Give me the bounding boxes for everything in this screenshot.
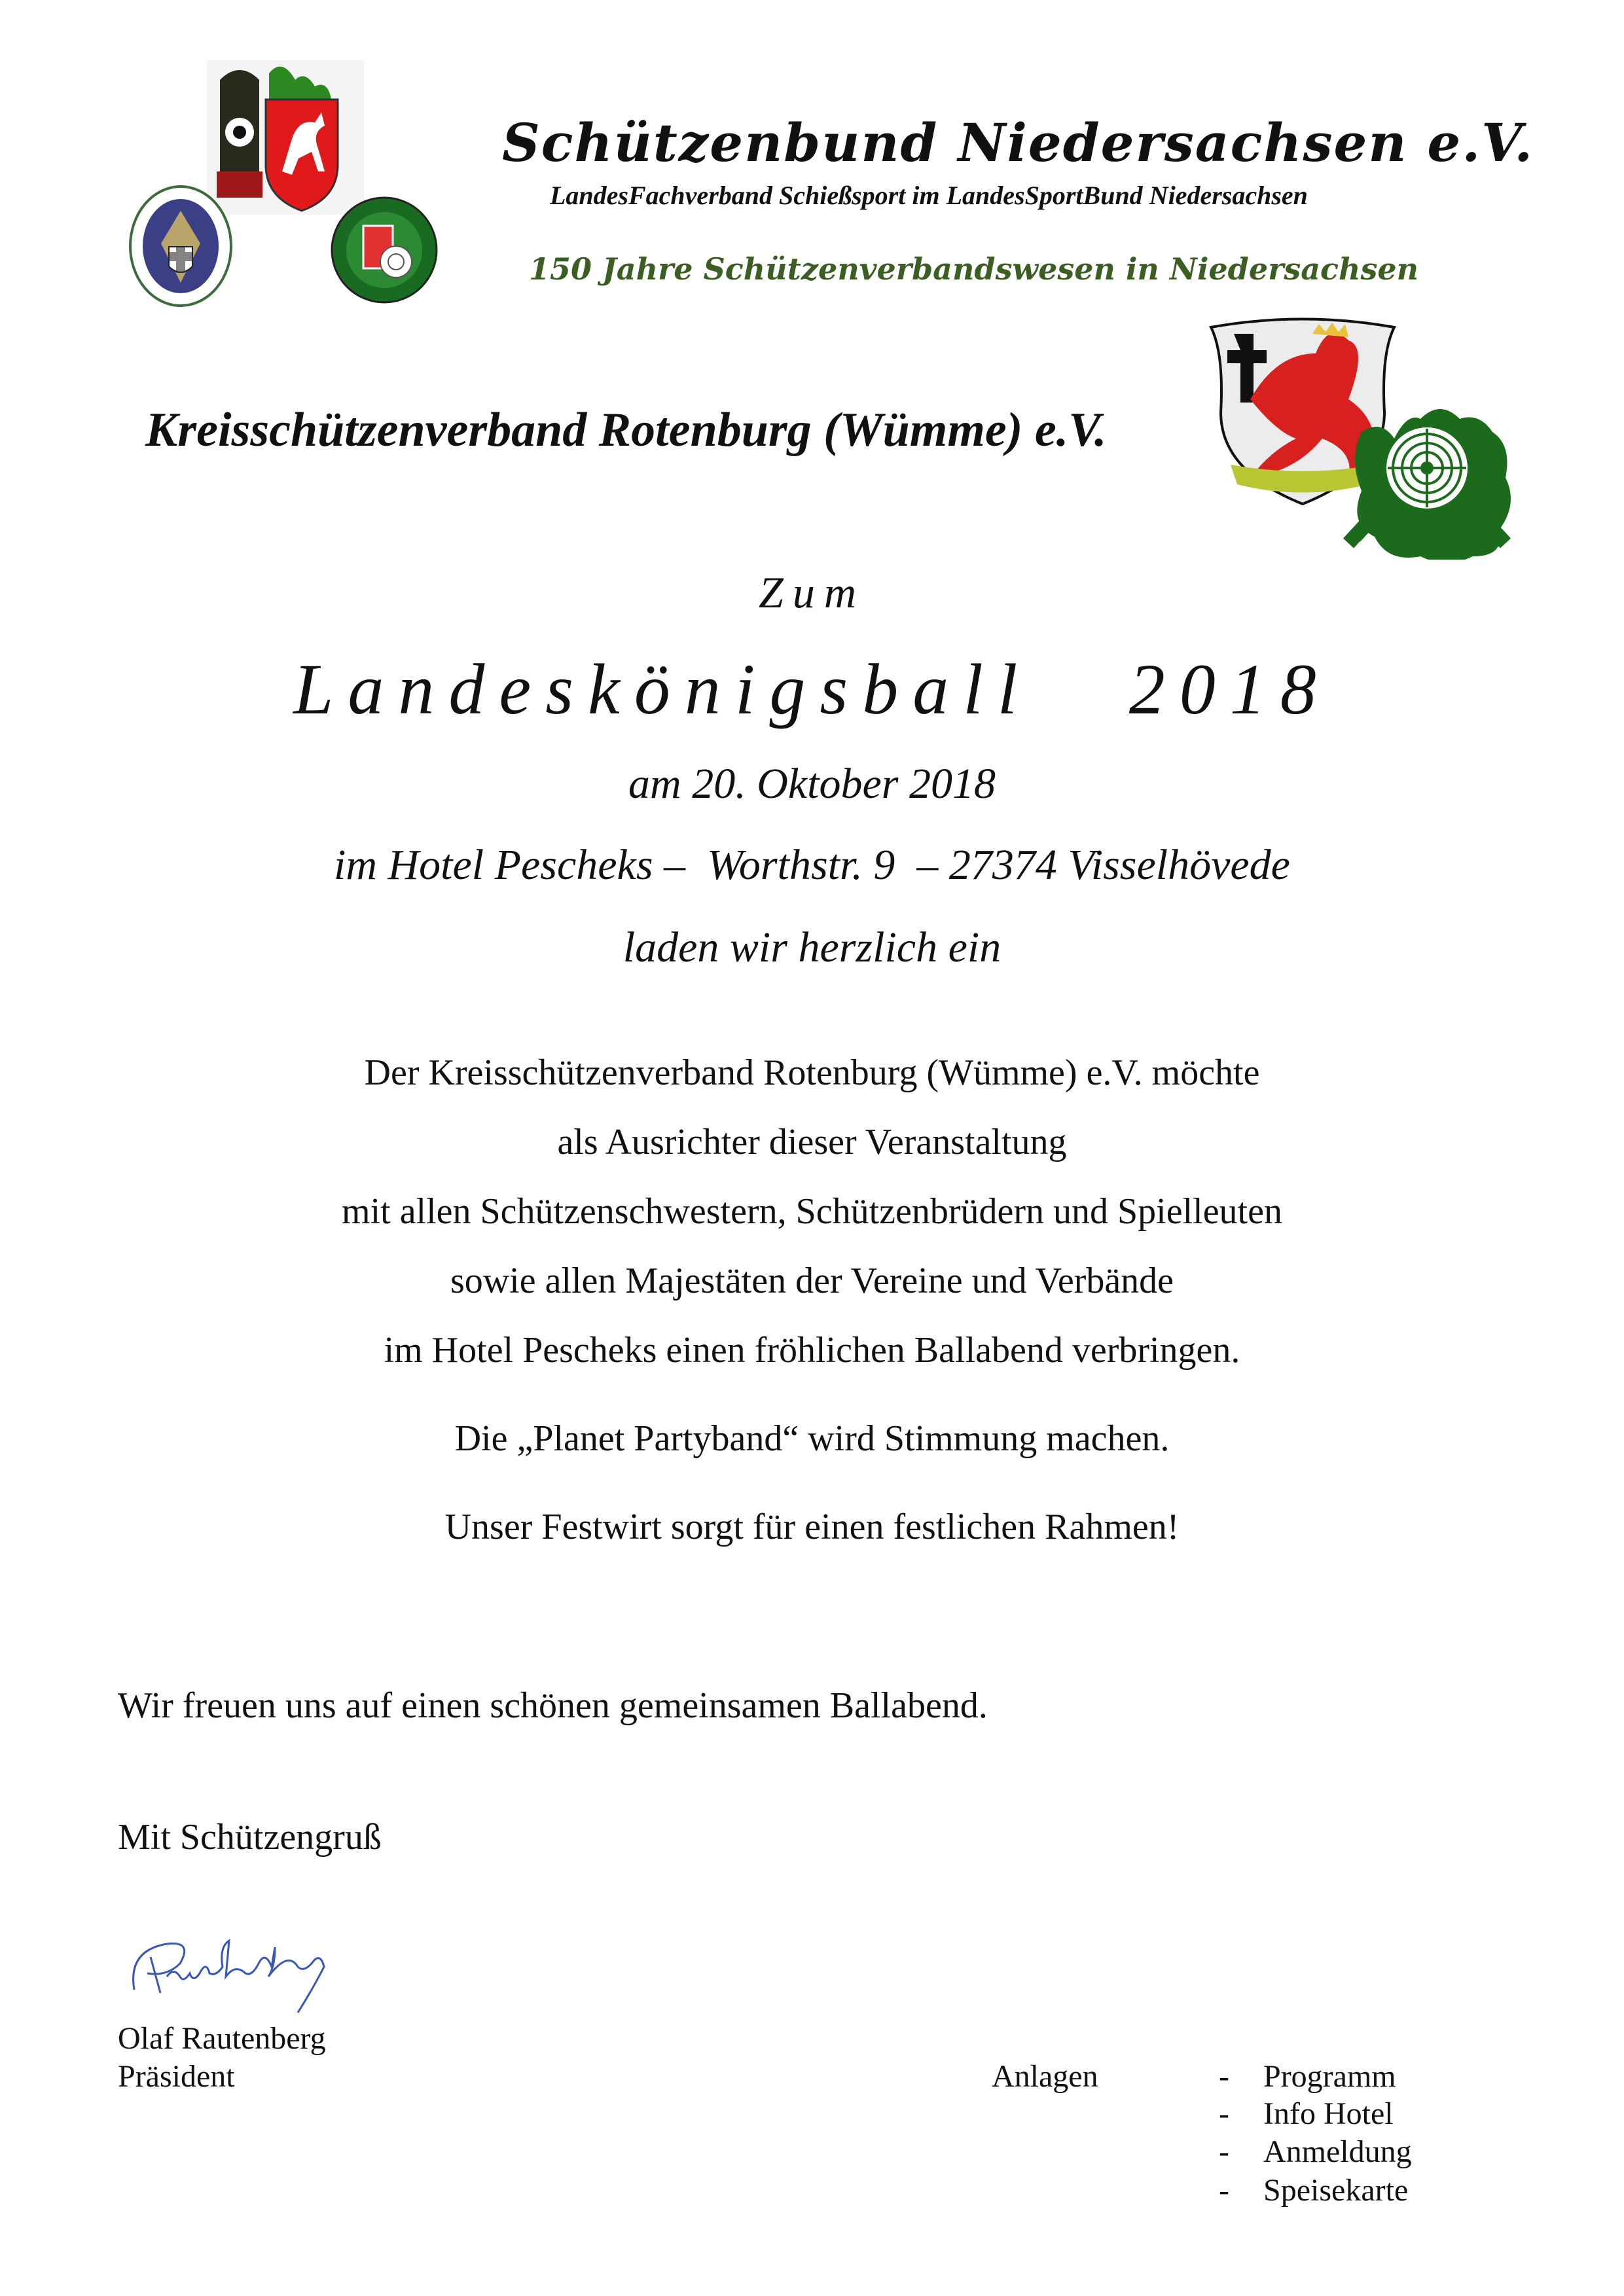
body-line: Die „Planet Partyband“ wird Stimmung machen.	[454, 1418, 1170, 1459]
event-date: am 20. Oktober 2018	[628, 760, 996, 808]
anniversary-line: 150 Jahre Schützenverbandswesen in Niedersachsen	[529, 251, 1419, 287]
body-line: mit allen Schützenschwestern, Schützenbrüdern und Spielleuten	[342, 1191, 1282, 1232]
body-line: Der Kreisschützenverband Rotenburg (Wümme) e.V. möchte	[364, 1052, 1260, 1093]
invitation-line: laden wir herzlich ein	[623, 924, 1001, 971]
event-title: Landeskönigsball 2018	[293, 649, 1331, 729]
handwritten-signature	[121, 1937, 357, 2019]
federation-title: Schützenbund Niedersachsen e.V.	[502, 112, 1534, 173]
body-line: sowie allen Majestäten der Vereine und Verbände	[450, 1261, 1174, 1301]
body-line: im Hotel Pescheks einen fröhlichen Ballabend verbringen.	[384, 1330, 1240, 1371]
event-venue: im Hotel Pescheks – Worthstr. 9 – 27374 Visselhövede	[334, 841, 1290, 889]
greeting-line: Mit Schützengruß	[118, 1817, 382, 1857]
list-bullet: -	[1219, 2173, 1229, 2208]
attachments-label: Anlagen	[992, 2059, 1098, 2094]
closing-line: Wir freuen uns auf einen schönen gemeinsamen Ballabend.	[118, 1685, 988, 1726]
schuetzenverband-hamburg-logo	[331, 196, 438, 304]
body-line: als Ausrichter dieser Veranstaltung	[557, 1122, 1067, 1162]
list-bullet: -	[1219, 2134, 1229, 2169]
nordwestdeutscher-schuetzenbund-logo	[128, 185, 233, 308]
attachment-item: Anmeldung	[1263, 2134, 1412, 2169]
organizer-heading: Kreisschützenverband Rotenburg (Wümme) e.V.	[145, 403, 1107, 457]
attachment-item: Info Hotel	[1263, 2096, 1394, 2131]
attachment-item: Programm	[1263, 2059, 1396, 2094]
invitation-zum: Zum	[759, 567, 865, 617]
signatory-name: Olaf Rautenberg	[118, 2021, 326, 2056]
list-bullet: -	[1219, 2096, 1229, 2131]
target-rifles-emblem	[1335, 380, 1519, 560]
attachment-item: Speisekarte	[1263, 2173, 1409, 2208]
list-bullet: -	[1219, 2059, 1229, 2094]
federation-subtitle: LandesFachverband Schießsport im LandesSportBund Niedersachsen	[550, 181, 1308, 210]
body-line: Unser Festwirt sorgt für einen festlichen Rahmen!	[444, 1507, 1180, 1547]
signatory-role: Präsident	[118, 2059, 235, 2094]
